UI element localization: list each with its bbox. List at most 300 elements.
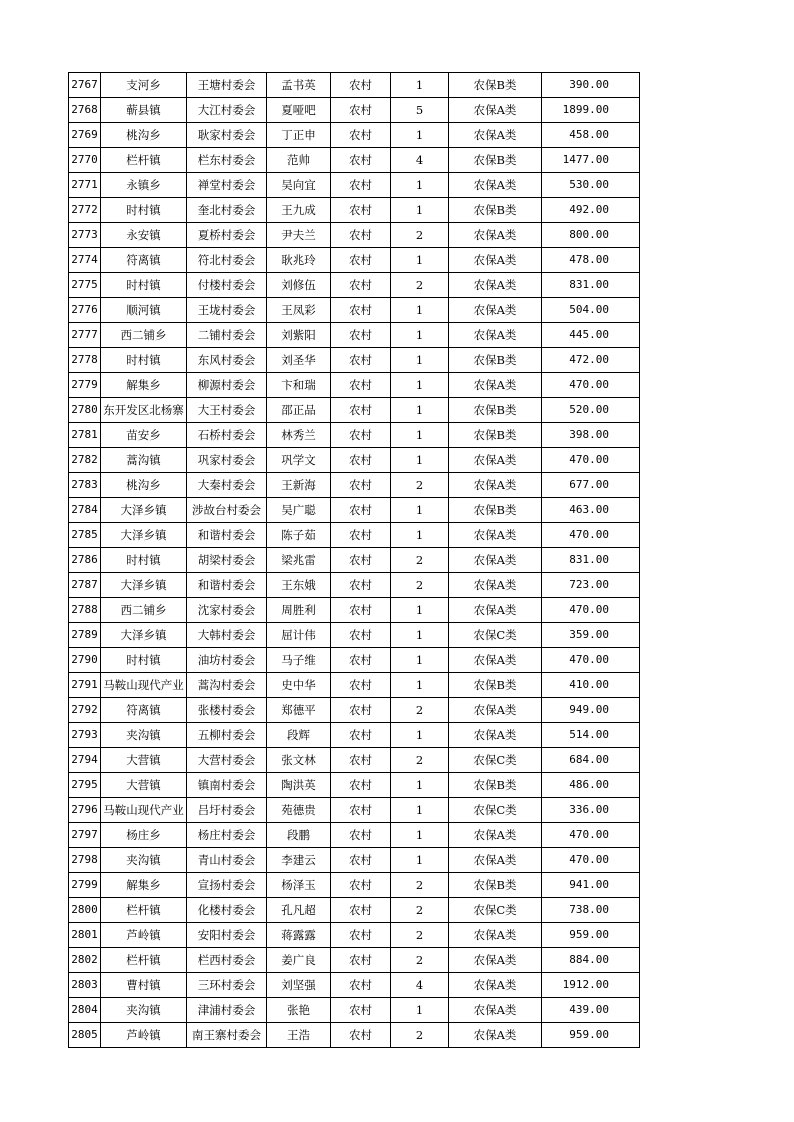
household-count-cell: 2 bbox=[391, 548, 449, 573]
area-type-cell: 农村 bbox=[331, 373, 391, 398]
household-count-cell: 2 bbox=[391, 873, 449, 898]
table-row bbox=[69, 298, 640, 323]
amount-cell: 1912.00 bbox=[542, 973, 640, 998]
household-count-cell: 2 bbox=[391, 748, 449, 773]
household-count-cell: 4 bbox=[391, 973, 449, 998]
row-number-cell: 2796 bbox=[69, 798, 101, 823]
table-row bbox=[69, 473, 640, 498]
amount-cell: 470.00 bbox=[542, 823, 640, 848]
household-count-cell: 2 bbox=[391, 473, 449, 498]
area-type-cell: 农村 bbox=[331, 648, 391, 673]
area-type-cell: 农村 bbox=[331, 573, 391, 598]
insurance-category-cell: 农保A类 bbox=[449, 273, 542, 298]
household-count-cell: 1 bbox=[391, 723, 449, 748]
person-name-cell: 刘圣华 bbox=[267, 348, 331, 373]
household-count-cell: 2 bbox=[391, 223, 449, 248]
area-type-cell: 农村 bbox=[331, 148, 391, 173]
village-committee-cell: 王垅村委会 bbox=[187, 298, 267, 323]
township-cell: 曹村镇 bbox=[101, 973, 187, 998]
row-number-cell: 2797 bbox=[69, 823, 101, 848]
table-row bbox=[69, 798, 640, 823]
row-number-cell: 2794 bbox=[69, 748, 101, 773]
row-number-cell: 2789 bbox=[69, 623, 101, 648]
insurance-category-cell: 农保B类 bbox=[449, 73, 542, 98]
row-number-cell: 2783 bbox=[69, 473, 101, 498]
row-number-cell: 2790 bbox=[69, 648, 101, 673]
insurance-category-cell: 农保B类 bbox=[449, 198, 542, 223]
amount-cell: 738.00 bbox=[542, 898, 640, 923]
person-name-cell: 邵正品 bbox=[267, 398, 331, 423]
person-name-cell: 王九成 bbox=[267, 198, 331, 223]
table-row bbox=[69, 323, 640, 348]
household-count-cell: 2 bbox=[391, 898, 449, 923]
insurance-category-cell: 农保C类 bbox=[449, 798, 542, 823]
person-name-cell: 屈计伟 bbox=[267, 623, 331, 648]
table-row bbox=[69, 73, 640, 98]
township-cell: 时村镇 bbox=[101, 348, 187, 373]
insurance-category-cell: 农保B类 bbox=[449, 348, 542, 373]
person-name-cell: 夏哑吧 bbox=[267, 98, 331, 123]
village-committee-cell: 和谐村委会 bbox=[187, 523, 267, 548]
area-type-cell: 农村 bbox=[331, 848, 391, 873]
amount-cell: 530.00 bbox=[542, 173, 640, 198]
table-row bbox=[69, 148, 640, 173]
table-row bbox=[69, 823, 640, 848]
village-committee-cell: 五柳村委会 bbox=[187, 723, 267, 748]
row-number-cell: 2776 bbox=[69, 298, 101, 323]
insurance-category-cell: 农保A类 bbox=[449, 648, 542, 673]
household-count-cell: 1 bbox=[391, 848, 449, 873]
township-cell: 桃沟乡 bbox=[101, 473, 187, 498]
person-name-cell: 蒋露露 bbox=[267, 923, 331, 948]
village-committee-cell: 巩家村委会 bbox=[187, 448, 267, 473]
village-committee-cell: 大营村委会 bbox=[187, 748, 267, 773]
table-row bbox=[69, 248, 640, 273]
amount-cell: 486.00 bbox=[542, 773, 640, 798]
village-committee-cell: 胡梁村委会 bbox=[187, 548, 267, 573]
area-type-cell: 农村 bbox=[331, 423, 391, 448]
village-committee-cell: 符北村委会 bbox=[187, 248, 267, 273]
person-name-cell: 苑德贵 bbox=[267, 798, 331, 823]
village-committee-cell: 大江村委会 bbox=[187, 98, 267, 123]
insurance-category-cell: 农保B类 bbox=[449, 873, 542, 898]
household-count-cell: 2 bbox=[391, 1023, 449, 1048]
amount-cell: 949.00 bbox=[542, 698, 640, 723]
village-committee-cell: 大王村委会 bbox=[187, 398, 267, 423]
person-name-cell: 丁正申 bbox=[267, 123, 331, 148]
table-row bbox=[69, 448, 640, 473]
insurance-category-cell: 农保A类 bbox=[449, 448, 542, 473]
township-cell: 马鞍山现代产业 bbox=[101, 673, 187, 698]
person-name-cell: 史中华 bbox=[267, 673, 331, 698]
area-type-cell: 农村 bbox=[331, 498, 391, 523]
village-committee-cell: 石桥村委会 bbox=[187, 423, 267, 448]
table-body bbox=[69, 73, 640, 1048]
person-name-cell: 耿兆玲 bbox=[267, 248, 331, 273]
village-committee-cell: 涉故台村委会 bbox=[187, 498, 267, 523]
amount-cell: 884.00 bbox=[542, 948, 640, 973]
household-count-cell: 2 bbox=[391, 923, 449, 948]
amount-cell: 1899.00 bbox=[542, 98, 640, 123]
person-name-cell: 段鹏 bbox=[267, 823, 331, 848]
village-committee-cell: 夏桥村委会 bbox=[187, 223, 267, 248]
area-type-cell: 农村 bbox=[331, 898, 391, 923]
table-row bbox=[69, 898, 640, 923]
table-row bbox=[69, 123, 640, 148]
township-cell: 大泽乡镇 bbox=[101, 523, 187, 548]
person-name-cell: 陈子茹 bbox=[267, 523, 331, 548]
township-cell: 栏杆镇 bbox=[101, 148, 187, 173]
table-row bbox=[69, 98, 640, 123]
row-number-cell: 2780 bbox=[69, 398, 101, 423]
insurance-category-cell: 农保A类 bbox=[449, 823, 542, 848]
insurance-category-cell: 农保A类 bbox=[449, 298, 542, 323]
person-name-cell: 范帅 bbox=[267, 148, 331, 173]
township-cell: 夹沟镇 bbox=[101, 848, 187, 873]
household-count-cell: 1 bbox=[391, 498, 449, 523]
household-count-cell: 1 bbox=[391, 373, 449, 398]
village-committee-cell: 津浦村委会 bbox=[187, 998, 267, 1023]
row-number-cell: 2782 bbox=[69, 448, 101, 473]
table-row bbox=[69, 223, 640, 248]
area-type-cell: 农村 bbox=[331, 773, 391, 798]
area-type-cell: 农村 bbox=[331, 698, 391, 723]
township-cell: 大泽乡镇 bbox=[101, 573, 187, 598]
amount-cell: 520.00 bbox=[542, 398, 640, 423]
amount-cell: 390.00 bbox=[542, 73, 640, 98]
area-type-cell: 农村 bbox=[331, 748, 391, 773]
insurance-category-cell: 农保B类 bbox=[449, 423, 542, 448]
amount-cell: 470.00 bbox=[542, 648, 640, 673]
insurance-category-cell: 农保A类 bbox=[449, 848, 542, 873]
table-row bbox=[69, 748, 640, 773]
insurance-category-cell: 农保A类 bbox=[449, 998, 542, 1023]
township-cell: 符离镇 bbox=[101, 698, 187, 723]
row-number-cell: 2779 bbox=[69, 373, 101, 398]
township-cell: 大泽乡镇 bbox=[101, 498, 187, 523]
person-name-cell: 王浩 bbox=[267, 1023, 331, 1048]
township-cell: 时村镇 bbox=[101, 548, 187, 573]
area-type-cell: 农村 bbox=[331, 323, 391, 348]
village-committee-cell: 东风村委会 bbox=[187, 348, 267, 373]
area-type-cell: 农村 bbox=[331, 673, 391, 698]
person-name-cell: 吴广聪 bbox=[267, 498, 331, 523]
amount-cell: 959.00 bbox=[542, 923, 640, 948]
insurance-category-cell: 农保A类 bbox=[449, 98, 542, 123]
household-count-cell: 1 bbox=[391, 773, 449, 798]
insurance-category-cell: 农保A类 bbox=[449, 223, 542, 248]
table-row bbox=[69, 698, 640, 723]
person-name-cell: 马子维 bbox=[267, 648, 331, 673]
area-type-cell: 农村 bbox=[331, 73, 391, 98]
area-type-cell: 农村 bbox=[331, 298, 391, 323]
table-row bbox=[69, 198, 640, 223]
household-count-cell: 1 bbox=[391, 798, 449, 823]
amount-cell: 336.00 bbox=[542, 798, 640, 823]
table-row bbox=[69, 273, 640, 298]
amount-cell: 410.00 bbox=[542, 673, 640, 698]
household-count-cell: 1 bbox=[391, 323, 449, 348]
village-committee-cell: 安阳村委会 bbox=[187, 923, 267, 948]
row-number-cell: 2777 bbox=[69, 323, 101, 348]
amount-cell: 359.00 bbox=[542, 623, 640, 648]
person-name-cell: 王东娥 bbox=[267, 573, 331, 598]
household-count-cell: 1 bbox=[391, 348, 449, 373]
area-type-cell: 农村 bbox=[331, 998, 391, 1023]
table-row bbox=[69, 998, 640, 1023]
village-committee-cell: 杨庄村委会 bbox=[187, 823, 267, 848]
row-number-cell: 2769 bbox=[69, 123, 101, 148]
village-committee-cell: 柳源村委会 bbox=[187, 373, 267, 398]
area-type-cell: 农村 bbox=[331, 248, 391, 273]
insurance-category-cell: 农保A类 bbox=[449, 1023, 542, 1048]
table-row bbox=[69, 548, 640, 573]
insurance-category-cell: 农保A类 bbox=[449, 598, 542, 623]
person-name-cell: 周胜利 bbox=[267, 598, 331, 623]
amount-cell: 831.00 bbox=[542, 273, 640, 298]
amount-cell: 470.00 bbox=[542, 848, 640, 873]
amount-cell: 470.00 bbox=[542, 373, 640, 398]
township-cell: 夹沟镇 bbox=[101, 998, 187, 1023]
person-name-cell: 刘坚强 bbox=[267, 973, 331, 998]
area-type-cell: 农村 bbox=[331, 973, 391, 998]
table-row bbox=[69, 773, 640, 798]
village-committee-cell: 化楼村委会 bbox=[187, 898, 267, 923]
household-count-cell: 2 bbox=[391, 698, 449, 723]
household-count-cell: 4 bbox=[391, 148, 449, 173]
township-cell: 大泽乡镇 bbox=[101, 623, 187, 648]
row-number-cell: 2768 bbox=[69, 98, 101, 123]
table-row bbox=[69, 623, 640, 648]
township-cell: 时村镇 bbox=[101, 198, 187, 223]
household-count-cell: 1 bbox=[391, 398, 449, 423]
area-type-cell: 农村 bbox=[331, 923, 391, 948]
area-type-cell: 农村 bbox=[331, 523, 391, 548]
insurance-category-cell: 农保A类 bbox=[449, 948, 542, 973]
area-type-cell: 农村 bbox=[331, 548, 391, 573]
village-committee-cell: 大秦村委会 bbox=[187, 473, 267, 498]
amount-cell: 677.00 bbox=[542, 473, 640, 498]
area-type-cell: 农村 bbox=[331, 448, 391, 473]
insurance-category-cell: 农保C类 bbox=[449, 898, 542, 923]
amount-cell: 470.00 bbox=[542, 598, 640, 623]
table-row bbox=[69, 573, 640, 598]
area-type-cell: 农村 bbox=[331, 98, 391, 123]
village-committee-cell: 油坊村委会 bbox=[187, 648, 267, 673]
table-row bbox=[69, 973, 640, 998]
row-number-cell: 2802 bbox=[69, 948, 101, 973]
row-number-cell: 2803 bbox=[69, 973, 101, 998]
amount-cell: 504.00 bbox=[542, 298, 640, 323]
insurance-category-cell: 农保B类 bbox=[449, 148, 542, 173]
table-row bbox=[69, 498, 640, 523]
row-number-cell: 2787 bbox=[69, 573, 101, 598]
area-type-cell: 农村 bbox=[331, 723, 391, 748]
household-count-cell: 2 bbox=[391, 273, 449, 298]
table-row bbox=[69, 873, 640, 898]
area-type-cell: 农村 bbox=[331, 173, 391, 198]
person-name-cell: 孟书英 bbox=[267, 73, 331, 98]
row-number-cell: 2785 bbox=[69, 523, 101, 548]
township-cell: 蕲县镇 bbox=[101, 98, 187, 123]
table-row bbox=[69, 848, 640, 873]
amount-cell: 492.00 bbox=[542, 198, 640, 223]
township-cell: 解集乡 bbox=[101, 373, 187, 398]
person-name-cell: 郑德平 bbox=[267, 698, 331, 723]
insurance-category-cell: 农保C类 bbox=[449, 623, 542, 648]
row-number-cell: 2770 bbox=[69, 148, 101, 173]
row-number-cell: 2771 bbox=[69, 173, 101, 198]
row-number-cell: 2800 bbox=[69, 898, 101, 923]
insurance-category-cell: 农保A类 bbox=[449, 548, 542, 573]
row-number-cell: 2791 bbox=[69, 673, 101, 698]
row-number-cell: 2781 bbox=[69, 423, 101, 448]
row-number-cell: 2772 bbox=[69, 198, 101, 223]
insurance-category-cell: 农保A类 bbox=[449, 973, 542, 998]
village-committee-cell: 张楼村委会 bbox=[187, 698, 267, 723]
person-name-cell: 孔凡超 bbox=[267, 898, 331, 923]
insurance-category-cell: 农保A类 bbox=[449, 373, 542, 398]
person-name-cell: 张文林 bbox=[267, 748, 331, 773]
area-type-cell: 农村 bbox=[331, 823, 391, 848]
area-type-cell: 农村 bbox=[331, 598, 391, 623]
area-type-cell: 农村 bbox=[331, 348, 391, 373]
amount-cell: 463.00 bbox=[542, 498, 640, 523]
village-committee-cell: 和谐村委会 bbox=[187, 573, 267, 598]
person-name-cell: 林秀兰 bbox=[267, 423, 331, 448]
person-name-cell: 梁兆雷 bbox=[267, 548, 331, 573]
person-name-cell: 张艳 bbox=[267, 998, 331, 1023]
insurance-category-cell: 农保A类 bbox=[449, 123, 542, 148]
household-count-cell: 2 bbox=[391, 948, 449, 973]
table-row bbox=[69, 923, 640, 948]
table-row bbox=[69, 348, 640, 373]
amount-cell: 800.00 bbox=[542, 223, 640, 248]
township-cell: 西二铺乡 bbox=[101, 598, 187, 623]
amount-cell: 941.00 bbox=[542, 873, 640, 898]
insurance-category-cell: 农保A类 bbox=[449, 473, 542, 498]
insurance-category-cell: 农保A类 bbox=[449, 723, 542, 748]
person-name-cell: 刘紫阳 bbox=[267, 323, 331, 348]
village-committee-cell: 栏东村委会 bbox=[187, 148, 267, 173]
table-row bbox=[69, 948, 640, 973]
person-name-cell: 卞和瑞 bbox=[267, 373, 331, 398]
person-name-cell: 李建云 bbox=[267, 848, 331, 873]
row-number-cell: 2792 bbox=[69, 698, 101, 723]
township-cell: 蒿沟镇 bbox=[101, 448, 187, 473]
table-row bbox=[69, 523, 640, 548]
table-row bbox=[69, 173, 640, 198]
household-count-cell: 2 bbox=[391, 573, 449, 598]
household-count-cell: 1 bbox=[391, 623, 449, 648]
township-cell: 解集乡 bbox=[101, 873, 187, 898]
amount-cell: 470.00 bbox=[542, 448, 640, 473]
household-count-cell: 1 bbox=[391, 248, 449, 273]
person-name-cell: 王凤彩 bbox=[267, 298, 331, 323]
row-number-cell: 2784 bbox=[69, 498, 101, 523]
township-cell: 苗安乡 bbox=[101, 423, 187, 448]
row-number-cell: 2788 bbox=[69, 598, 101, 623]
household-count-cell: 1 bbox=[391, 73, 449, 98]
amount-cell: 723.00 bbox=[542, 573, 640, 598]
amount-cell: 684.00 bbox=[542, 748, 640, 773]
area-type-cell: 农村 bbox=[331, 948, 391, 973]
household-count-cell: 1 bbox=[391, 823, 449, 848]
area-type-cell: 农村 bbox=[331, 273, 391, 298]
township-cell: 马鞍山现代产业 bbox=[101, 798, 187, 823]
person-name-cell: 巩学文 bbox=[267, 448, 331, 473]
amount-cell: 458.00 bbox=[542, 123, 640, 148]
village-committee-cell: 付楼村委会 bbox=[187, 273, 267, 298]
area-type-cell: 农村 bbox=[331, 223, 391, 248]
township-cell: 时村镇 bbox=[101, 648, 187, 673]
township-cell: 顺河镇 bbox=[101, 298, 187, 323]
township-cell: 时村镇 bbox=[101, 273, 187, 298]
village-committee-cell: 南王寨村委会 bbox=[187, 1023, 267, 1048]
amount-cell: 445.00 bbox=[542, 323, 640, 348]
village-committee-cell: 镇南村委会 bbox=[187, 773, 267, 798]
household-count-cell: 1 bbox=[391, 998, 449, 1023]
area-type-cell: 农村 bbox=[331, 198, 391, 223]
row-number-cell: 2774 bbox=[69, 248, 101, 273]
amount-cell: 439.00 bbox=[542, 998, 640, 1023]
insurance-category-cell: 农保B类 bbox=[449, 398, 542, 423]
household-count-cell: 5 bbox=[391, 98, 449, 123]
insurance-category-cell: 农保B类 bbox=[449, 498, 542, 523]
township-cell: 永镇乡 bbox=[101, 173, 187, 198]
township-cell: 支河乡 bbox=[101, 73, 187, 98]
insurance-category-cell: 农保A类 bbox=[449, 323, 542, 348]
village-committee-cell: 沈家村委会 bbox=[187, 598, 267, 623]
household-count-cell: 1 bbox=[391, 448, 449, 473]
row-number-cell: 2799 bbox=[69, 873, 101, 898]
row-number-cell: 2793 bbox=[69, 723, 101, 748]
township-cell: 芦岭镇 bbox=[101, 923, 187, 948]
relief-table bbox=[68, 72, 640, 1048]
village-committee-cell: 二铺村委会 bbox=[187, 323, 267, 348]
person-name-cell: 王新海 bbox=[267, 473, 331, 498]
insurance-category-cell: 农保A类 bbox=[449, 173, 542, 198]
insurance-category-cell: 农保C类 bbox=[449, 748, 542, 773]
person-name-cell: 尹夫兰 bbox=[267, 223, 331, 248]
area-type-cell: 农村 bbox=[331, 798, 391, 823]
person-name-cell: 杨泽玉 bbox=[267, 873, 331, 898]
amount-cell: 959.00 bbox=[542, 1023, 640, 1048]
amount-cell: 514.00 bbox=[542, 723, 640, 748]
village-committee-cell: 青山村委会 bbox=[187, 848, 267, 873]
table-row bbox=[69, 1023, 640, 1048]
village-committee-cell: 吕圩村委会 bbox=[187, 798, 267, 823]
township-cell: 夹沟镇 bbox=[101, 723, 187, 748]
row-number-cell: 2801 bbox=[69, 923, 101, 948]
township-cell: 永安镇 bbox=[101, 223, 187, 248]
township-cell: 桃沟乡 bbox=[101, 123, 187, 148]
person-name-cell: 刘修伍 bbox=[267, 273, 331, 298]
person-name-cell: 陶洪英 bbox=[267, 773, 331, 798]
row-number-cell: 2795 bbox=[69, 773, 101, 798]
household-count-cell: 1 bbox=[391, 173, 449, 198]
insurance-category-cell: 农保B类 bbox=[449, 673, 542, 698]
insurance-category-cell: 农保A类 bbox=[449, 573, 542, 598]
person-name-cell: 吴向宜 bbox=[267, 173, 331, 198]
insurance-category-cell: 农保A类 bbox=[449, 248, 542, 273]
township-cell: 栏杆镇 bbox=[101, 898, 187, 923]
insurance-category-cell: 农保A类 bbox=[449, 523, 542, 548]
insurance-category-cell: 农保A类 bbox=[449, 698, 542, 723]
row-number-cell: 2767 bbox=[69, 73, 101, 98]
table-row bbox=[69, 723, 640, 748]
area-type-cell: 农村 bbox=[331, 873, 391, 898]
